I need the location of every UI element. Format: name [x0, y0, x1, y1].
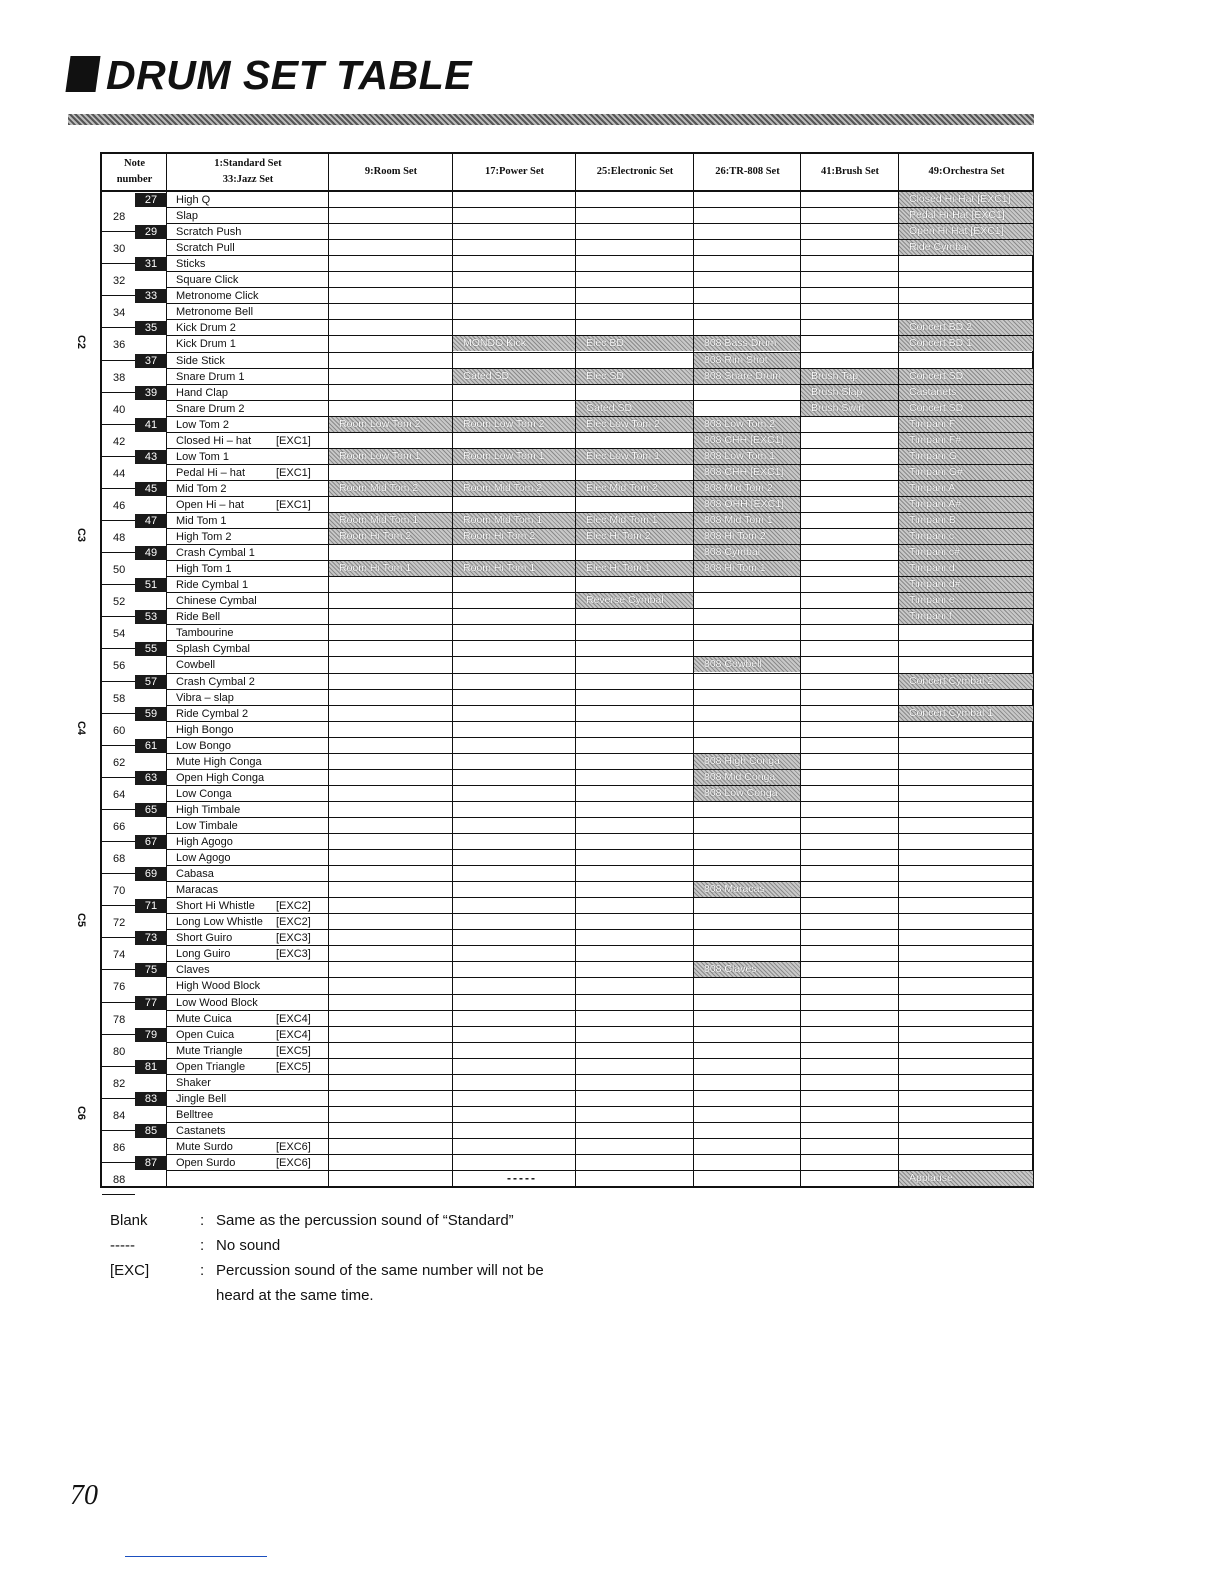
octave-label: C2 [75, 335, 88, 350]
shaded-sound-cell: 808 Claves [694, 962, 800, 977]
exc-group: [EXC2] [276, 900, 311, 913]
instrument-name: Square Click [176, 274, 239, 287]
instrument-name: Mute Surdo [176, 1140, 233, 1153]
shaded-sound-cell: 808 Hi Tom 2 [694, 529, 800, 544]
instrument-name: Belltree [176, 1108, 214, 1121]
instrument-name: High Agogo [176, 836, 233, 848]
note-number-box: 67 [135, 835, 167, 849]
shaded-sound-cell: Room Hi Tom 2 [329, 529, 452, 544]
shaded-sound-cell: Elec Mid Tom 2 [576, 481, 693, 496]
note-number: 38 [113, 371, 126, 384]
exc-group: [EXC4] [276, 1012, 311, 1025]
note-number: 76 [113, 981, 126, 994]
note-row-divider [102, 873, 135, 874]
instrument-name: Scratch Pull [176, 242, 235, 255]
note-number-box: 65 [135, 803, 167, 817]
shaded-sound-cell: Applause [899, 1171, 1033, 1186]
note-row-divider [102, 360, 135, 361]
shaded-sound-cell: 808 Bass Drum [694, 336, 800, 351]
column-divider [575, 154, 576, 1186]
note-number: 78 [113, 1013, 126, 1026]
legend-text: Same as the percussion sound of “Standard” [216, 1212, 514, 1229]
instrument-name: Ride Cymbal 2 [176, 707, 249, 720]
instrument-name: Hand Clap [176, 386, 228, 399]
note-number-box: 77 [135, 996, 167, 1010]
header-electronic-text: 25:Electronic Set [596, 166, 674, 177]
footer-link-line [125, 1556, 267, 1557]
note-number: 66 [113, 820, 126, 833]
note-number-box: 61 [135, 739, 167, 753]
instrument-name: Mid Tom 1 [176, 515, 227, 527]
shaded-sound-cell: Room Hi Tom 1 [453, 561, 575, 576]
row-divider [167, 1186, 1034, 1187]
column-divider [452, 154, 453, 1186]
instrument-name: Castanets [176, 1124, 226, 1137]
instrument-name: High Bongo [176, 723, 234, 736]
instrument-name: Open Surdo [176, 1157, 236, 1169]
instrument-name: Splash Cymbal [176, 643, 250, 656]
note-number: 44 [113, 467, 126, 480]
legend-row-exc [110, 1258, 576, 1308]
note-row-divider [102, 1098, 135, 1099]
legend-key: Blank [110, 1212, 148, 1229]
note-row-divider [102, 295, 135, 296]
note-number: 28 [113, 211, 126, 224]
note-number: 46 [113, 499, 126, 512]
shaded-sound-cell: Timpani e [899, 593, 1033, 608]
shaded-sound-cell: 808 Mid Conga [694, 770, 800, 785]
note-number: 60 [113, 724, 126, 737]
note-number-box: 53 [135, 610, 167, 624]
header-standard-set [167, 154, 329, 192]
legend-colon: : [200, 1212, 205, 1229]
instrument-name: Slap [176, 210, 199, 223]
legend-key: [EXC] [110, 1262, 150, 1279]
note-number: 56 [113, 660, 126, 673]
instrument-name: Open Cuica [176, 1028, 235, 1041]
octave-label: C4 [75, 720, 88, 735]
note-row-divider [102, 231, 135, 232]
instrument-name: Vibra – slap [176, 691, 234, 704]
shaded-sound-cell: Room Low Tom 1 [329, 449, 452, 464]
note-number-box: 29 [135, 225, 167, 239]
shaded-sound-cell: Gated SD [453, 369, 575, 384]
exc-group: [EXC5] [276, 1060, 311, 1073]
title-rule [68, 114, 1034, 125]
shaded-sound-cell: Timpani c [899, 529, 1033, 544]
note-row-divider [102, 681, 135, 682]
header-electronic-set [576, 154, 694, 192]
shaded-sound-cell: Concert SD [899, 401, 1033, 416]
instrument-name: Low Timbale [176, 819, 238, 832]
note-number-box: 83 [135, 1092, 167, 1106]
legend [110, 1208, 576, 1308]
shaded-sound-cell: Elec BD [576, 336, 693, 351]
note-row-divider [102, 841, 135, 842]
shaded-sound-cell: Room Mid Tom 2 [453, 481, 575, 496]
header-orchestra-text: 49:Orchestra Set [928, 166, 1005, 177]
instrument-name: Cabasa [176, 868, 214, 881]
instrument-name: Long Low Whistle [176, 916, 263, 929]
shaded-sound-cell: 808 Mid Tom 2 [694, 481, 800, 496]
note-number-box: 33 [135, 289, 167, 303]
legend-text: No sound [216, 1237, 281, 1254]
shaded-sound-cell: Room Mid Tom 2 [329, 481, 452, 496]
instrument-name: Short Hi Whistle [176, 900, 255, 913]
note-number: 74 [113, 949, 126, 962]
note-number: 82 [113, 1077, 126, 1090]
note-number-box: 37 [135, 354, 167, 368]
note-number: 36 [113, 339, 126, 352]
shaded-sound-cell: 808 High Conga [694, 754, 800, 769]
note-number-box: 55 [135, 642, 167, 656]
exc-group: [EXC3] [276, 932, 311, 945]
note-number-box: 85 [135, 1124, 167, 1138]
shaded-sound-cell: Timpani B [899, 513, 1033, 528]
note-number-box: 73 [135, 931, 167, 945]
instrument-name: Cowbell [176, 659, 216, 672]
shaded-sound-cell: MONDO Kick [453, 336, 575, 351]
instrument-name: Tambourine [176, 627, 234, 640]
exc-group: [EXC4] [276, 1028, 311, 1041]
note-row-divider [102, 937, 135, 938]
note-number: 48 [113, 532, 126, 545]
note-number-box: 79 [135, 1028, 167, 1042]
exc-group: [EXC1] [276, 434, 311, 447]
note-number: 84 [113, 1109, 126, 1122]
shaded-sound-cell: Elec Low Tom 2 [576, 417, 693, 432]
instrument-name: Mute Cuica [176, 1012, 232, 1025]
page-title [68, 52, 472, 98]
note-number-box: 27 [135, 193, 167, 207]
note-row-divider [102, 327, 135, 328]
note-row-divider [102, 616, 135, 617]
instrument-name: Side Stick [176, 354, 225, 367]
note-number: 54 [113, 628, 126, 641]
legend-key: ----- [110, 1237, 135, 1254]
instrument-name: Sticks [176, 258, 206, 271]
header-note-line1: Note [124, 158, 145, 169]
instrument-name: Ride Cymbal 1 [176, 579, 249, 592]
header-std-line2: 33:Jazz Set [222, 174, 274, 185]
octave-label: C6 [75, 1105, 88, 1120]
exc-group: [EXC1] [276, 466, 311, 479]
instrument-name: High Tom 1 [176, 563, 232, 576]
shaded-sound-cell: 808 CHH [EXC1] [694, 433, 800, 448]
note-number: 34 [113, 307, 126, 320]
shaded-sound-cell: 808 Low Tom 2 [694, 417, 800, 432]
note-row-divider [102, 745, 135, 746]
note-row-divider [102, 424, 135, 425]
shaded-sound-cell: Elec Hi Tom 1 [576, 561, 693, 576]
shaded-sound-cell: 808 Mid Tom 1 [694, 513, 800, 528]
note-number: 50 [113, 564, 126, 577]
instrument-name: Kick Drum 2 [176, 322, 236, 335]
note-number: 42 [113, 435, 126, 448]
note-number-box: 69 [135, 867, 167, 881]
shaded-sound-cell: Timpani G# [899, 465, 1033, 480]
note-number: 62 [113, 756, 126, 769]
exc-group: [EXC3] [276, 948, 311, 961]
note-row-divider [102, 1002, 135, 1003]
shaded-sound-cell: Elec Low Tom 1 [576, 449, 693, 464]
instrument-name: Closed Hi – hat [176, 434, 252, 447]
shaded-sound-cell: Elec Mid Tom 1 [576, 513, 693, 528]
instrument-name: Mute High Conga [176, 755, 262, 768]
instrument-name: Scratch Push [176, 226, 242, 239]
instrument-name: Metronome Bell [176, 306, 254, 319]
note-number-box: 81 [135, 1060, 167, 1074]
note-number-box: 75 [135, 963, 167, 977]
instrument-name: Open High Conga [176, 771, 265, 784]
note-number-box: 47 [135, 514, 167, 528]
instrument-name: Snare Drum 2 [176, 402, 245, 415]
instrument-name: Crash Cymbal 2 [176, 675, 255, 688]
shaded-sound-cell: 808 Maracas [694, 882, 800, 897]
exc-group: [EXC5] [276, 1044, 311, 1057]
header-std-line1: 1:Standard Set [214, 158, 282, 169]
note-number: 86 [113, 1141, 126, 1154]
note-row-divider [102, 520, 135, 521]
instrument-name: Open Hi – hat [176, 498, 244, 511]
note-number: 32 [113, 275, 126, 288]
title-text: DRUM SET TABLE [106, 52, 473, 98]
shaded-sound-cell: Timpani f [899, 609, 1033, 624]
octave-label: C5 [75, 913, 88, 928]
note-number-box: 87 [135, 1156, 167, 1170]
instrument-name: Low Bongo [176, 739, 232, 752]
shaded-sound-cell: Pedal Hi-Hat [EXC1] [899, 208, 1033, 223]
shaded-sound-cell: Room Hi Tom 1 [329, 561, 452, 576]
note-row-divider [102, 1066, 135, 1067]
shaded-sound-cell: Concert SD [899, 369, 1033, 384]
shaded-sound-cell: Timpani G [899, 449, 1033, 464]
instrument-name: Mute Triangle [176, 1044, 243, 1057]
title-block-mark [65, 56, 100, 92]
shaded-sound-cell: 808 Cowbell [694, 657, 800, 672]
instrument-name: Kick Drum 1 [176, 338, 236, 351]
instrument-name: Metronome Click [176, 290, 259, 303]
shaded-sound-cell: 808 Hi Tom 1 [694, 561, 800, 576]
shaded-sound-cell: Room Mid Tom 1 [453, 513, 575, 528]
shaded-sound-cell: Concert BD 2 [899, 320, 1033, 335]
instrument-name: Low Tom 2 [176, 418, 229, 431]
shaded-sound-cell: 808 CHH [EXC1] [694, 465, 800, 480]
note-number: 64 [113, 788, 126, 801]
shaded-sound-cell: Room Low Tom 2 [329, 417, 452, 432]
shaded-sound-cell: Ride Cymbal [899, 240, 1033, 255]
header-brush-text: 41:Brush Set [820, 166, 880, 177]
note-row-divider [102, 1162, 135, 1163]
shaded-sound-cell: 808 Cymbal [694, 545, 800, 560]
no-sound-mark: ----- [507, 1171, 537, 1186]
note-number: 58 [113, 692, 126, 705]
header-power-text: 17:Power Set [485, 166, 544, 177]
shaded-sound-cell: Concert Cymbal 2 [899, 674, 1033, 689]
note-number: 72 [113, 917, 126, 930]
note-number-box: 43 [135, 450, 167, 464]
shaded-sound-cell: Timpani d [899, 561, 1033, 576]
instrument-name: High Q [176, 194, 211, 206]
note-row-divider [102, 969, 135, 970]
legend-text: Percussion sound of the same number will not be heard at the same time. [216, 1262, 544, 1304]
instrument-name: Low Tom 1 [176, 450, 229, 463]
note-row-divider [102, 552, 135, 553]
instrument-name: Low Wood Block [176, 996, 258, 1009]
column-divider [800, 154, 801, 1186]
header-brush-set [801, 154, 899, 192]
note-row-divider [102, 488, 135, 489]
shaded-sound-cell: 808 Low Tom 1 [694, 449, 800, 464]
instrument-name: Jingle Bell [176, 1092, 227, 1105]
note-number: 40 [113, 403, 126, 416]
note-number-box: 39 [135, 386, 167, 400]
note-number: 30 [113, 243, 126, 256]
header-power-set [453, 154, 576, 192]
note-number: 70 [113, 885, 126, 898]
shaded-sound-cell: Room Low Tom 1 [453, 449, 575, 464]
shaded-sound-cell: Timpani A# [899, 497, 1033, 512]
instrument-name: Shaker [176, 1076, 211, 1089]
instrument-name: Claves [176, 964, 210, 977]
shaded-sound-cell: Reverse Cymbal [576, 593, 693, 608]
shaded-sound-cell: Closed Hi-Hat [EXC1] [899, 192, 1033, 207]
shaded-sound-cell: Timpani d# [899, 577, 1033, 592]
shaded-sound-cell: Concert Cymbal 1 [899, 706, 1033, 721]
shaded-sound-cell: Brush Swirl [801, 401, 898, 416]
note-number-box: 49 [135, 546, 167, 560]
note-number-box: 71 [135, 899, 167, 913]
column-divider [898, 154, 899, 1186]
note-number-box: 41 [135, 418, 167, 432]
shaded-sound-cell: Brush Tap [801, 369, 898, 384]
instrument-name: Short Guiro [176, 932, 233, 945]
instrument-name: Long Guiro [176, 948, 231, 961]
note-number-box: 57 [135, 675, 167, 689]
shaded-sound-cell: 808 Snare Drum [694, 369, 800, 384]
shaded-sound-cell: Timpani F [899, 417, 1033, 432]
instrument-name: Snare Drum 1 [176, 370, 245, 383]
shaded-sound-cell: 808 Low Conga [694, 786, 800, 801]
instrument-name: Pedal Hi – hat [176, 466, 246, 479]
shaded-sound-cell: Timpani c# [899, 545, 1033, 560]
instrument-name: High Tom 2 [176, 531, 232, 544]
legend-row-no-sound [110, 1233, 576, 1258]
note-row-divider [102, 584, 135, 585]
exc-group: [EXC1] [276, 498, 311, 511]
shaded-sound-cell: Timpani F# [899, 433, 1033, 448]
drum-set-table [100, 152, 1034, 1188]
note-row-divider [102, 1194, 135, 1195]
instrument-name: High Wood Block [176, 980, 261, 993]
note-row-divider [102, 809, 135, 810]
shaded-sound-cell: 808 OHH [EXC1] [694, 497, 800, 512]
note-number: 80 [113, 1045, 126, 1058]
note-number-box: 51 [135, 578, 167, 592]
note-number-box: 35 [135, 321, 167, 335]
note-number: 68 [113, 853, 126, 866]
instrument-name: Low Agogo [176, 852, 231, 865]
page-number: 70 [70, 1480, 98, 1511]
header-note-line2: number [116, 174, 153, 185]
instrument-name: Open Triangle [176, 1060, 246, 1073]
header-room-text: 9:Room Set [364, 166, 418, 177]
note-row-divider [102, 1034, 135, 1035]
shaded-sound-cell: Room Hi Tom 2 [453, 529, 575, 544]
instrument-name: Maracas [176, 884, 219, 897]
note-number: 88 [113, 1174, 126, 1187]
instrument-name: Crash Cymbal 1 [176, 547, 255, 560]
instrument-name: Ride Bell [176, 611, 221, 624]
octave-label: C3 [75, 528, 88, 543]
legend-row-blank [110, 1208, 576, 1233]
shaded-sound-cell: Elec Hi Tom 2 [576, 529, 693, 544]
shaded-sound-cell: Open Hi-Hat [EXC1] [899, 224, 1033, 239]
instrument-name: Low Conga [176, 787, 232, 800]
header-room-set [329, 154, 453, 192]
note-row-divider [102, 456, 135, 457]
note-row-divider [102, 713, 135, 714]
shaded-sound-cell: Brush Slap [801, 385, 898, 400]
note-number-box: 63 [135, 771, 167, 785]
exc-group: [EXC2] [276, 916, 311, 929]
note-row-divider [102, 263, 135, 264]
shaded-sound-cell: Timpani A [899, 481, 1033, 496]
exc-group: [EXC6] [276, 1157, 311, 1169]
legend-colon: : [200, 1262, 205, 1279]
note-number-box: 59 [135, 707, 167, 721]
shaded-sound-cell: Room Low Tom 2 [453, 417, 575, 432]
header-tr808-set [694, 154, 801, 192]
instrument-name: Chinese Cymbal [176, 595, 257, 608]
instrument-name: Mid Tom 2 [176, 482, 227, 495]
note-row-divider [102, 777, 135, 778]
shaded-sound-cell: Elec SD [576, 369, 693, 384]
note-row-divider [102, 905, 135, 906]
shaded-sound-cell: Castanets [899, 385, 1033, 400]
exc-group: [EXC6] [276, 1140, 311, 1153]
shaded-sound-cell: Gated SD [576, 401, 693, 416]
note-row-divider [102, 392, 135, 393]
note-row-divider [102, 648, 135, 649]
note-row-divider [102, 1130, 135, 1131]
note-number-box: 45 [135, 482, 167, 496]
header-orchestra-set [899, 154, 1034, 192]
header-tr808-text: 26:TR-808 Set [715, 166, 780, 177]
shaded-sound-cell: 808 Rim Shot [694, 353, 800, 368]
shaded-sound-cell: Room Mid Tom 1 [329, 513, 452, 528]
header-note-number [102, 154, 167, 192]
note-number: 52 [113, 596, 126, 609]
legend-colon: : [200, 1237, 205, 1254]
column-divider [328, 154, 329, 1186]
instrument-name: High Timbale [176, 803, 241, 816]
note-number-box: 31 [135, 257, 167, 271]
shaded-sound-cell: Concert BD 1 [899, 336, 1033, 351]
